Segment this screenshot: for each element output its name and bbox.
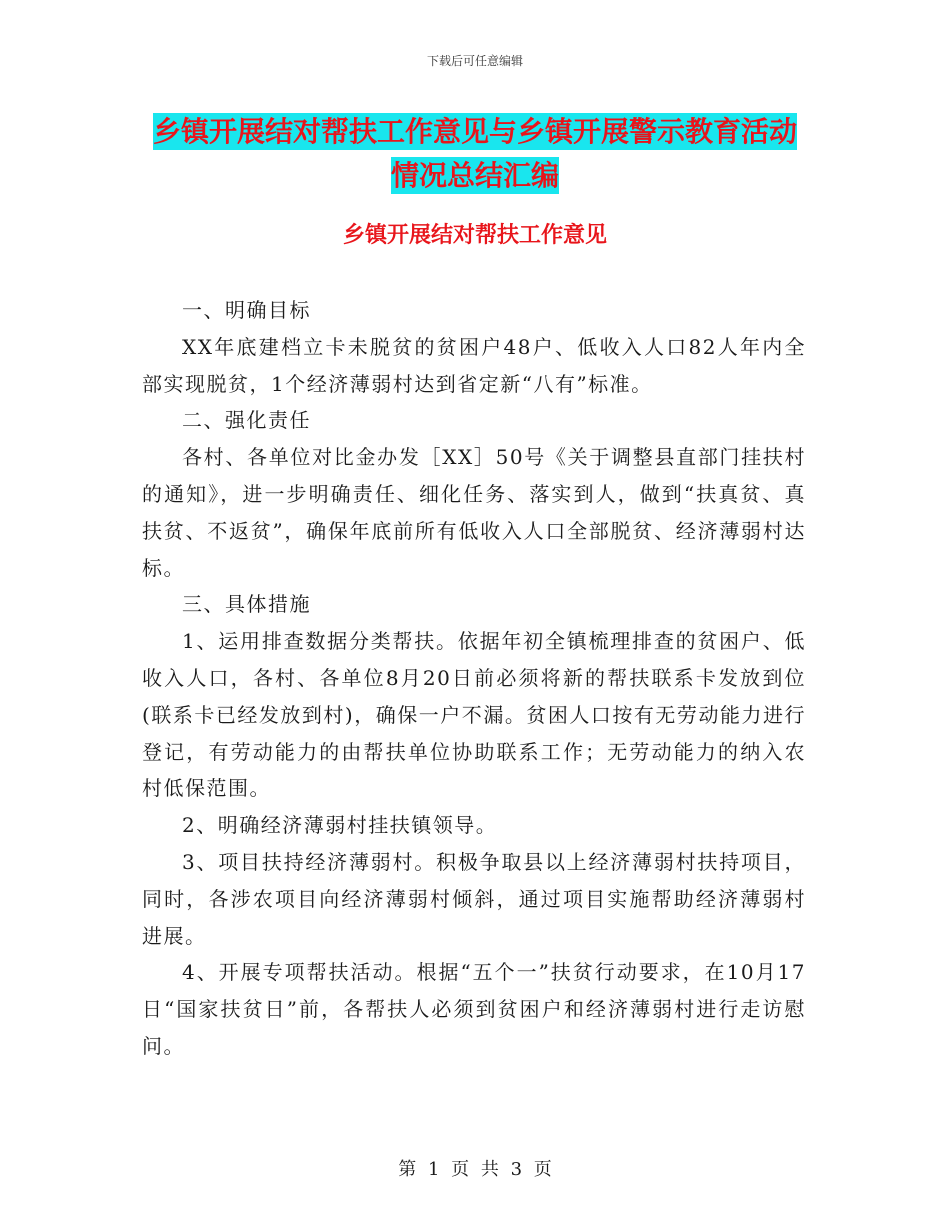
page-number: 第 1 页 共 3 页 xyxy=(398,1159,552,1180)
document-body xyxy=(142,292,806,1065)
paragraph-goals: XX年底建档立卡未脱贫的贫困户48户、低收入人口82人年内全部实现脱贫，1个经济薄弱村达到省定新“八有”标准。 xyxy=(142,334,806,396)
document-title xyxy=(0,110,950,198)
section-title: 乡镇开展结对帮扶工作意见 xyxy=(342,223,607,248)
page-header-note: 下载后可任意编辑 xyxy=(426,54,523,68)
document-title-line-1: 乡镇开展结对帮扶工作意见与乡镇开展警示教育活动 xyxy=(152,115,797,148)
paragraph-responsibility: 各村、各单位对比金办发［XX］50号《关于调整县直部门挂扶村的通知》，进一步明确责任、细化任务、落实到人，做到“扶真贫、真扶贫、不返贫”，确保年底前所有低收入人口全部脱贫、经济薄弱村达标。 xyxy=(142,445,806,580)
document-title-line-2: 情况总结汇编 xyxy=(390,159,559,192)
paragraph-measure-4: 4、开展专项帮扶活动。根据“五个一”扶贫行动要求，在10月17日“国家扶贫日”前，各帮扶人必须到贫困户和经济薄弱村进行走访慰问。 xyxy=(142,960,806,1058)
paragraph-measure-1: 1、运用排查数据分类帮扶。依据年初全镇梳理排查的贫困户、低收入人口，各村、各单位8月20日前必须将新的帮扶联系卡发放到位(联系卡已经发放到村)，确保一户不漏。贫困人口按有无劳动能力进行登记，有劳动能力的由帮扶单位协助联系工作；无劳动能力的纳入农村低保范围。 xyxy=(142,629,806,801)
paragraph-measure-2: 2、明确经济薄弱村挂扶镇领导。 xyxy=(182,813,498,838)
heading-goals: 一、明确目标 xyxy=(182,298,311,322)
heading-measures: 三、具体措施 xyxy=(182,592,311,617)
paragraph-measure-3: 3、项目扶持经济薄弱村。积极争取县以上经济薄弱村扶持项目，同时，各涉农项目向经济薄弱村倾斜，通过项目实施帮助经济薄弱村进展。 xyxy=(142,849,806,948)
heading-responsibility: 二、强化责任 xyxy=(182,408,311,433)
